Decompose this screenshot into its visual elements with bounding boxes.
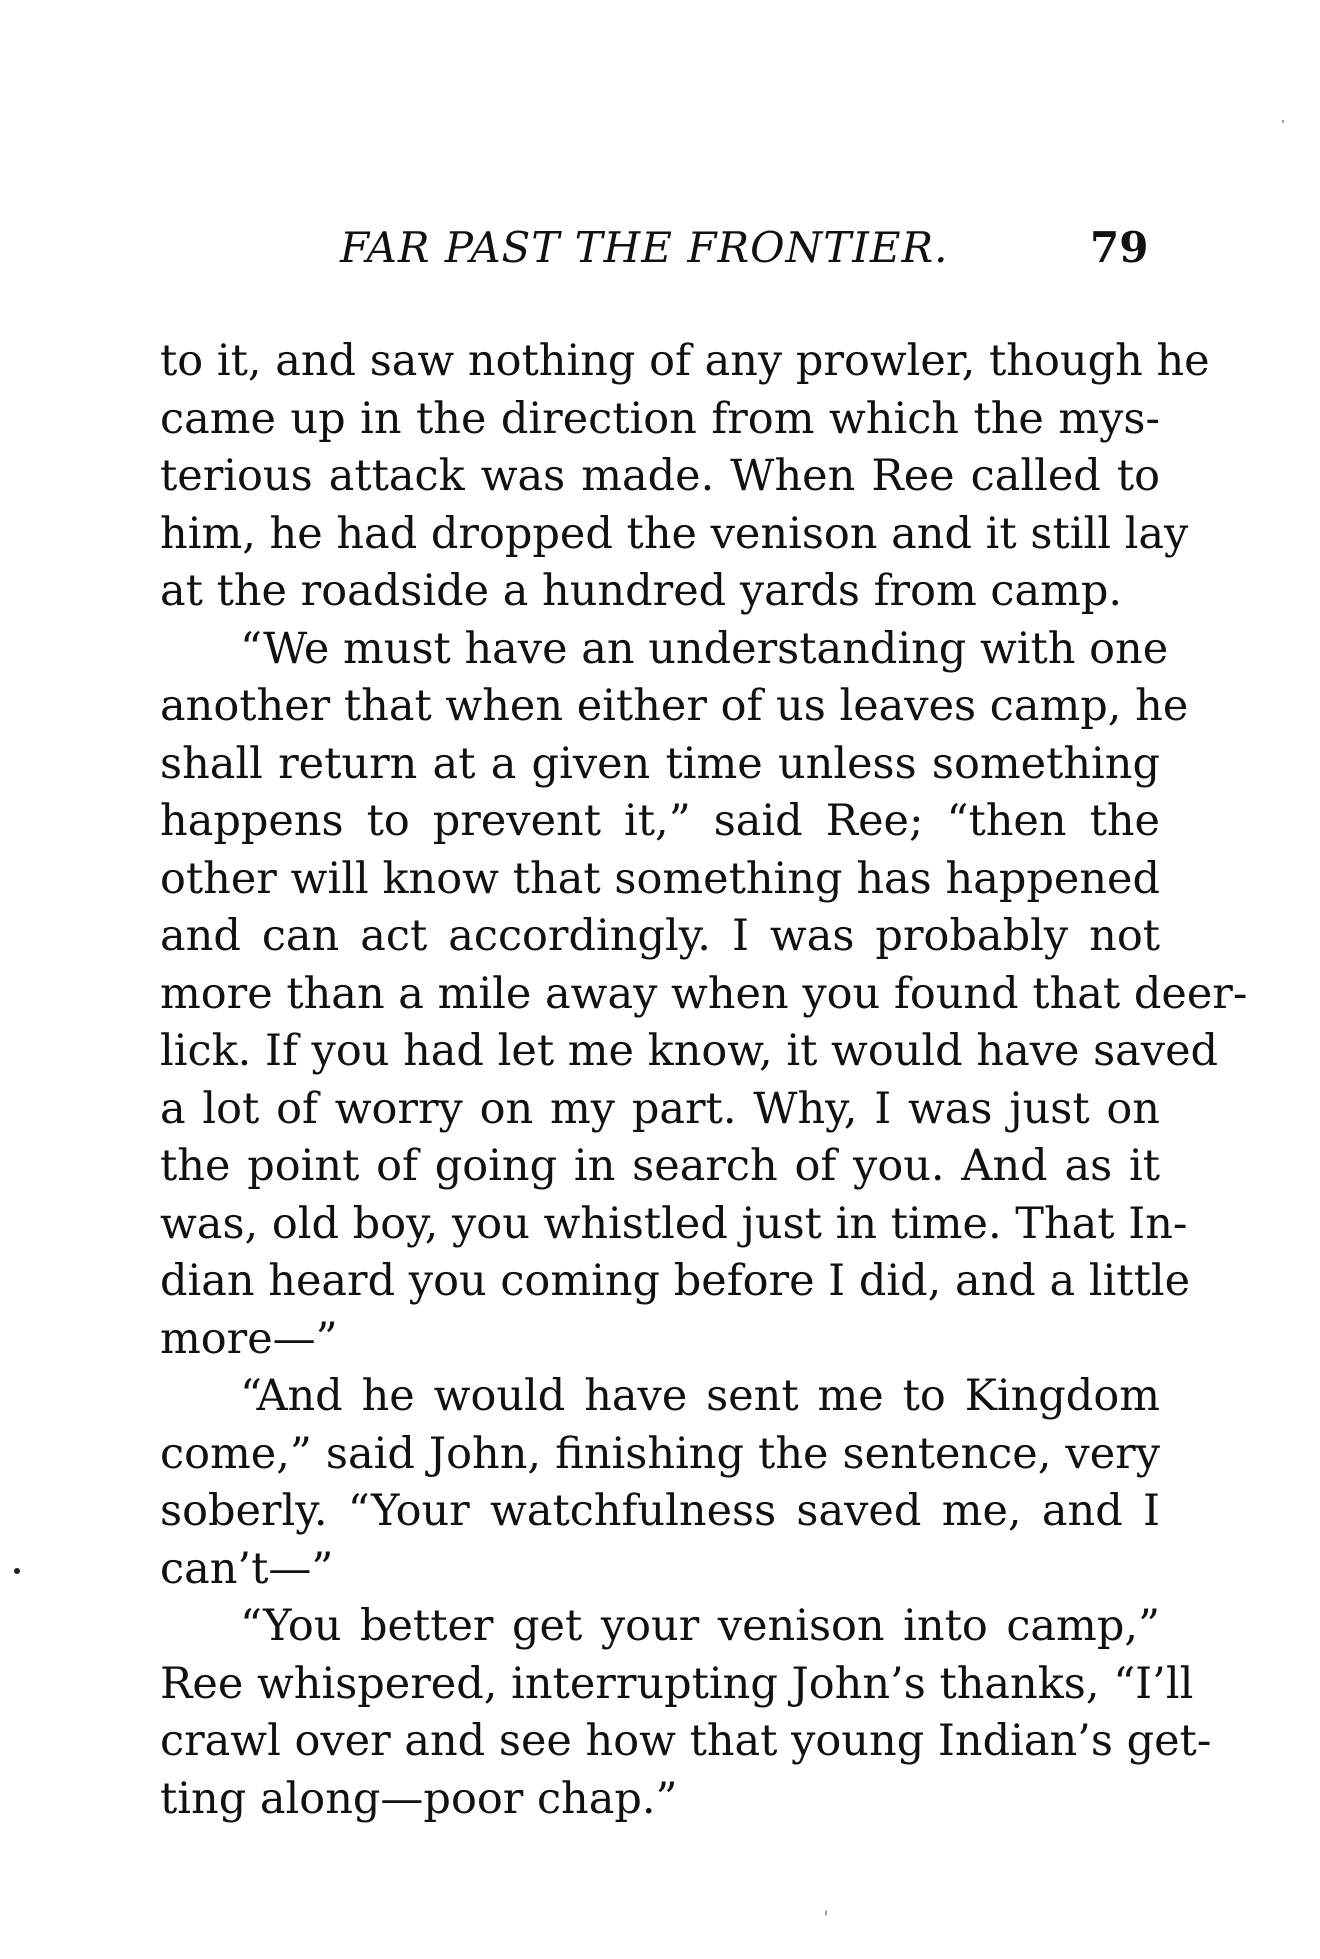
- text-line: to it, and saw nothing of any prowler, though he: [160, 336, 1210, 386]
- text-line: a lot of worry on my part. Why, I was just on: [160, 1083, 1160, 1134]
- running-head: [0, 218, 1320, 278]
- text-line: came up in the direction from which the mys-: [160, 393, 1160, 444]
- text-line: at the roadside a hundred yards from camp.: [160, 566, 1123, 616]
- text-line: more—”: [160, 1313, 338, 1364]
- text-line: terious attack was made. When Ree called to: [160, 451, 1160, 501]
- text-line: and can act accordingly. I was probably not: [160, 911, 1160, 961]
- scan-speck: [14, 1568, 20, 1574]
- text-line: other will know that something has happened: [160, 853, 1160, 904]
- text-line: soberly. “Your watchfulness saved me, and I: [160, 1486, 1160, 1536]
- text-line: can’t—”: [160, 1543, 334, 1594]
- text-line: “And he would have sent me to Kingdom: [240, 1371, 1160, 1421]
- text-line: him, he had dropped the venison and it still lay: [160, 508, 1189, 559]
- text-line: “We must have an understanding with one: [240, 623, 1169, 674]
- scan-speck: [1282, 120, 1284, 123]
- scan-speck: [825, 1910, 827, 1916]
- text-line: happens to prevent it,” said Ree; “then the: [160, 796, 1160, 846]
- text-line: shall return at a given time unless something: [160, 738, 1160, 789]
- text-line: was, old boy, you whistled just in time. That In-: [160, 1198, 1188, 1249]
- text-line: the point of going in search of you. And as it: [160, 1141, 1160, 1191]
- page-number: 79: [1090, 223, 1149, 272]
- text-line: dian heard you coming before I did, and a little: [160, 1256, 1191, 1306]
- text-line: lick. If you had let me know, it would have saved: [160, 1026, 1219, 1076]
- text-line: Ree whispered, interrupting John’s thanks, “I’ll: [160, 1658, 1194, 1709]
- text-line: “You better get your venison into camp,”: [240, 1601, 1160, 1651]
- text-line: come,” said John, finishing the sentence, very: [160, 1428, 1160, 1479]
- running-title: FAR PAST THE FRONTIER.: [340, 223, 949, 272]
- text-line: ting along—poor chap.”: [160, 1773, 678, 1824]
- text-line: crawl over and see how that young Indian’s get-: [160, 1716, 1212, 1766]
- body-text: [160, 333, 1248, 1828]
- text-line: more than a mile away when you found that deer-: [160, 968, 1248, 1019]
- text-line: another that when either of us leaves camp, he: [160, 681, 1189, 731]
